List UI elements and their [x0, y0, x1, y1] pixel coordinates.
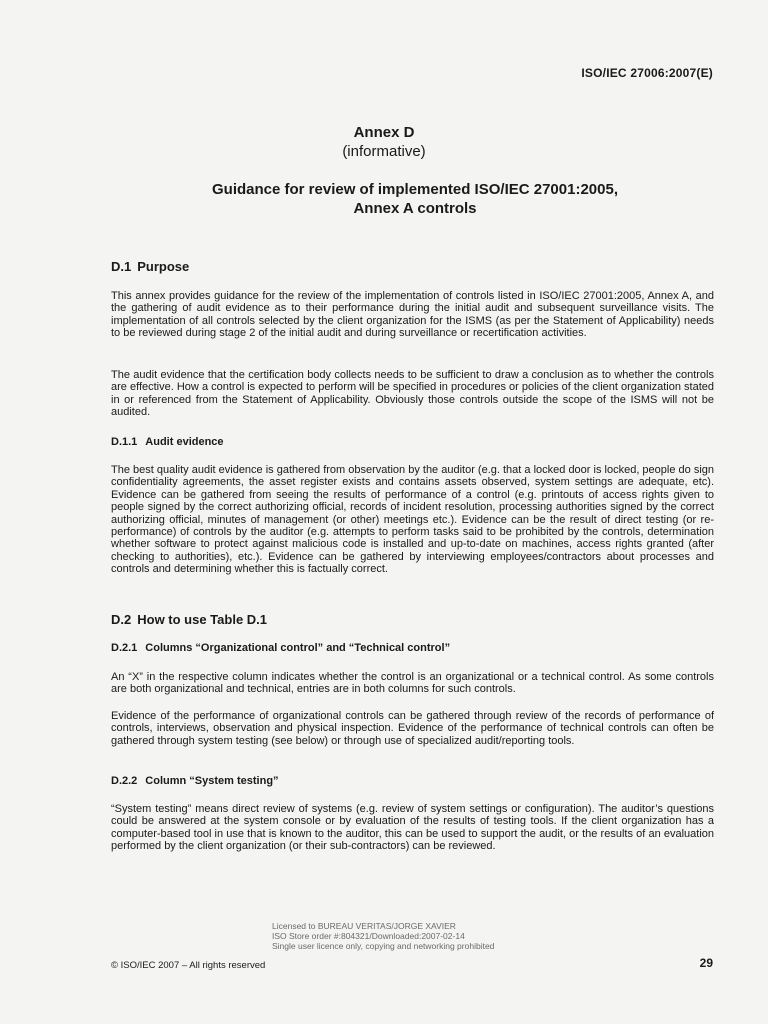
- section-number: D.2.2: [111, 775, 138, 787]
- annex-subtitle: (informative): [342, 143, 426, 160]
- section-number: D.1.1: [111, 436, 138, 448]
- section-d11-paragraph-1: The best quality audit evidence is gathered from observation by the auditor (e.g. that a locked door is locked, people do sign confidentiality agreements, the asset register exists and contains assets observed, system settings are adequate, etc). Evidence can be gathered from seeing the results of performance of a control (e.g. printouts of access rights given to people signed by the correct authorizing official, records of incident resolution, processing authorities signed by the correct authorizing official, minutes of management (or other) meetings etc.). Evidence can be the result of direct testing (or re-performance) of controls by the auditor (e.g. attempts to perform tasks said to be prohibited by the controls, determination whether software to protect against malicious code is installed and up-to-date on machines, access rights granted (after checking to authorities), etc.). Evidence can be gathered by interviewing employees/contractors about processes and controls and determining whether this is factually correct.: [111, 464, 714, 576]
- section-title: How to use Table D.1: [137, 612, 268, 627]
- section-d21-paragraph-2: Evidence of the performance of organizational controls can be gathered through review of the records of performance of controls, interviews, observation and physical inspection. Evidence of the performance of technical controls can often be gathered through system testing (see below) or through use of specialized audit/reporting tools.: [111, 710, 714, 747]
- section-title: Purpose: [137, 259, 190, 274]
- section-d1-paragraph-2: The audit evidence that the certification body collects needs to be sufficient to draw a conclusion as to whether the controls are effective. How a control is expected to perform will be specified in procedures or policies of the client organization stated in or referenced from the Statement of Applicability. Obviously those controls outside the scope of the ISMS will not be audited.: [111, 369, 714, 419]
- section-number: D.2.1: [111, 642, 138, 654]
- section-d2-heading: [111, 612, 267, 627]
- annex-title: Annex D: [353, 124, 415, 141]
- annex-heading-line2: Annex A controls: [353, 200, 477, 217]
- section-title: Audit evidence: [145, 436, 224, 448]
- section-number: D.2: [111, 612, 132, 627]
- section-title: Columns “Organizational control” and “Technical control”: [145, 642, 451, 654]
- annex-heading: [0, 180, 768, 218]
- section-number: D.1: [111, 259, 132, 274]
- section-d22-paragraph-1: “System testing” means direct review of systems (e.g. review of system settings or configuration). The auditor’s questions could be answered at the system console or by evaluation of the results of testing tools. If the client organization has a computer-based tool in use that is known to the auditor, this can be used to support the audit, or the results of an evaluation performed by the client organization (or their sub-contractors) can be reviewed.: [111, 803, 714, 853]
- page-number: 29: [699, 956, 713, 970]
- section-d1-heading: [111, 259, 189, 274]
- section-d22-heading: [111, 775, 279, 787]
- section-d11-heading: [111, 436, 224, 448]
- section-d21-paragraph-1: An “X” in the respective column indicates whether the control is an organizational or a technical control. As some controls are both organizational and technical, entries are in both columns for such controls.: [111, 671, 714, 696]
- license-line-3: Single user licence only, copying and networking prohibited: [272, 941, 495, 951]
- document-id: ISO/IEC 27006:2007(E): [581, 66, 713, 80]
- section-title: Column “System testing”: [145, 775, 279, 787]
- license-line-1: Licensed to BUREAU VERITAS/JORGE XAVIER: [272, 921, 456, 931]
- copyright-notice: © ISO/IEC 2007 – All rights reserved: [111, 960, 266, 971]
- license-line-2: ISO Store order #:804321/Downloaded:2007-02-14: [272, 931, 465, 941]
- section-d1-paragraph-1: This annex provides guidance for the review of the implementation of controls listed in ISO/IEC 27001:2005, Annex A, and the gathering of audit evidence as to their performance during the initial audit and subsequent surveillance visits. The implementation of all controls selected by the client organization for the ISMS (as per the Statement of Applicability) needs to be reviewed during stage 2 of the initial audit and during surveillance or recertification activities.: [111, 290, 714, 340]
- license-notice: [272, 921, 494, 951]
- section-d21-heading: [111, 642, 450, 654]
- annex-heading-line1: Guidance for review of implemented ISO/IEC 27001:2005,: [212, 181, 618, 198]
